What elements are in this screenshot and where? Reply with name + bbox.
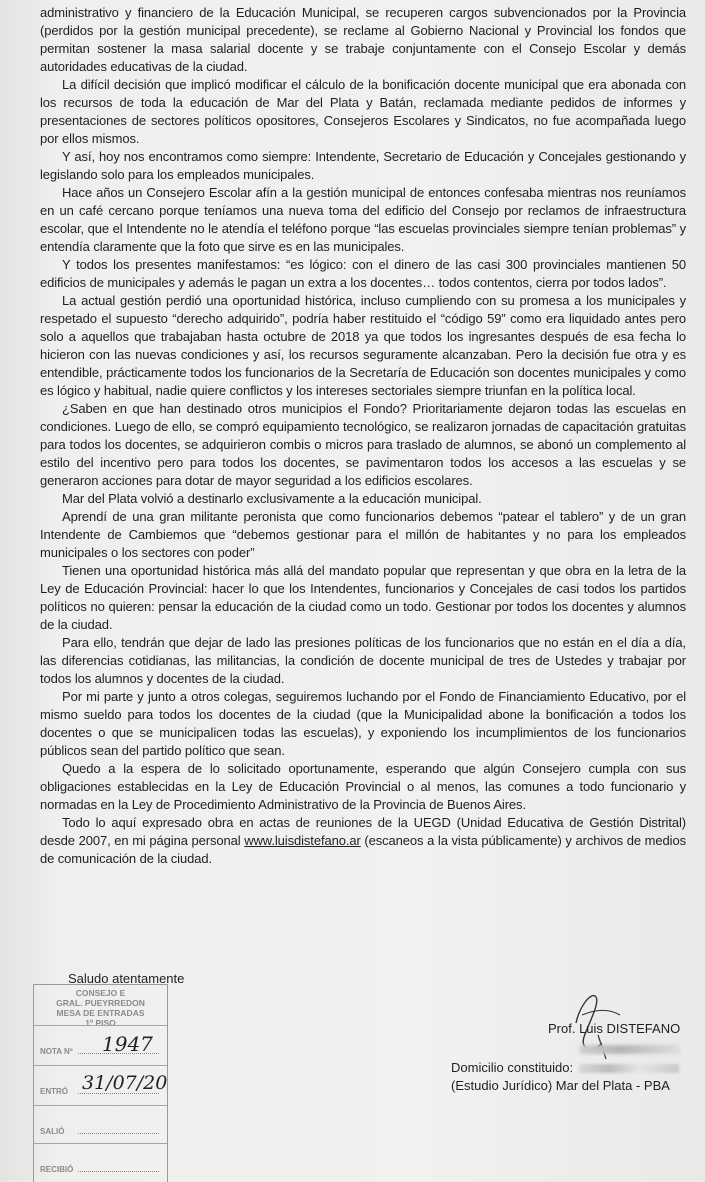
paragraph: Aprendí de una gran militante peronista que como funcionarios debemos “patear el tablero” y de un gran Intendente de Cambiemos que “debemos gestionar para el millón de habitantes y no para los empleados municipales o los sectores con poder” bbox=[40, 509, 686, 560]
signer-name: Prof. Luis DISTEFANO bbox=[548, 1021, 681, 1036]
paragraph: Quedo a la espera de lo solicitado oportunamente, esperando que algún Consejero cumpla con sus obligaciones establecidas en la Ley de Educación Provincial o al menos, las comunes a todo funcionario y normadas en la Ley de Procedimiento Administrativo de la Provincia de Buenos Aires. bbox=[40, 761, 686, 812]
letter-body bbox=[40, 4, 686, 868]
stamp-row-nota bbox=[34, 1025, 167, 1060]
paragraph: administrativo y financiero de la Educación Municipal, se recuperen cargos subvencionados por la Provincia (perdidos por la gestión municipal precedente), se reclame al Gobierno Nacional y Provincial los fondos que permitan sostener la masa salarial docente y se trabaje conjuntamente con el Consejo Escolar y demás autoridades educativas de la ciudad. bbox=[40, 5, 686, 74]
paragraph-last bbox=[40, 814, 686, 868]
handwritten-date: 31/07/20 bbox=[82, 1072, 168, 1094]
stamp-header-line: MESA DE ENTRADAS bbox=[56, 1008, 145, 1018]
stamp-header-line: GRAL. PUEYRREDON bbox=[56, 998, 145, 1008]
stamp-row-salio bbox=[34, 1105, 167, 1140]
paragraph: Y así, hoy nos encontramos como siempre: Intendente, Secretario de Educación y Concejales gestionando y legislando solo para los empleados municipales. bbox=[40, 149, 686, 182]
stamp-header-line: CONSEJO E bbox=[75, 988, 126, 998]
paragraph: La difícil decisión que implicó modificar el cálculo de la bonificación docente municipal que era abonada con los recursos de toda la educación de Mar del Plata y Batán, reclamada mediante pedidos de informes y presentaciones de sectores políticos opositores, Consejeros Escolares y Sindicatos, no fue acompañada luego por ellos mismos. bbox=[40, 77, 686, 146]
paragraph: Mar del Plata volvió a destinarlo exclusivamente a la educación municipal. bbox=[62, 491, 482, 506]
dotted-line bbox=[78, 1171, 159, 1172]
closing-salutation: Saludo atentamente bbox=[68, 971, 185, 986]
stamp-label-nota: NOTA Nº bbox=[40, 1047, 73, 1056]
redacted-area bbox=[580, 1045, 680, 1054]
paragraph: Para ello, tendrán que dejar de lado las presiones políticas de los funcionarios que no están en el día a día, las diferencias cotidianas, las militancias, la condición de docente municipal de tres de Ustedes y trabajar por todos los alumnos y docentes de la ciudad. bbox=[40, 635, 686, 686]
paragraph: ¿Saben en que han destinado otros municipios el Fondo? Prioritariamente dejaron todas las escuelas en condiciones. Luego de ello, se compró equipamiento tecnológico, se realizaron jornadas de capacitación gratuitas para todos los docentes, se adquirieron combis o micros para traslado de alumnos, se abonó un complemento al estilo del incentivo pero para todos los docentes, se pavimentaron todos los accesos a las escuelas y se generaron acciones para dotar de mayor seguridad a los edificios escolares. bbox=[40, 401, 686, 488]
handwritten-note-number: 1947 bbox=[102, 1032, 153, 1056]
stamp-label-salio: SALIÓ bbox=[40, 1127, 65, 1136]
website-link[interactable]: www.luisdistefano.ar bbox=[244, 833, 361, 848]
paragraph: La actual gestión perdió una oportunidad histórica, incluso cumpliendo con su promesa a los municipales y respetado el supuesto “derecho adquirido”, podría haber restituido el “código 59” como era liquidado antes pero solo a aquellos que trabajaban hasta octubre de 2018 ya que todos los ingresantes después de esa fecha lo hicieron con las nuevas condiciones y así, los recursos seguramente alcanzaban. Pero la decisión fue otra y es entendible, prácticamente todos los funcionarios de la Secretaría de Educación son docentes municipales y como es lógico y habitual, nadie quiere conflictos y los intereses sectoriales siempre triunfan en la política local. bbox=[40, 293, 686, 398]
paragraph: Hace años un Consejero Escolar afín a la gestión municipal de entonces confesaba mientras nos reuníamos en un café cercano porque teníamos una nueva toma del edificio del Consejo por reclamos de infraestructura escolar, que el Intendente no le atendía el teléfono porque “las escuelas provinciales siempre tenían problemas” y entendía claramente que la foto que sirve es en las municipales. bbox=[40, 185, 686, 254]
paragraph: Y todos los presentes manifestamos: “es lógico: con el dinero de las casi 300 provinciales mantienen 50 edificios de municipales y además le pagan un extra a los docentes… todos contentos, cierra por todos lados”. bbox=[40, 257, 686, 290]
paragraph: Tienen una oportunidad histórica más allá del mandato popular que representan y que obra en la letra de la Ley de Educación Provincial: hacer lo que los Intendentes, funcionarios y Concejales de casi todos los partidos políticos no quieren: pensar la educación de la ciudad como un todo. Gestionar por todos los docentes y alumnos de la ciudad. bbox=[40, 563, 686, 632]
domicilio-label: Domicilio constituido: bbox=[451, 1060, 574, 1075]
stamp-row-entro bbox=[34, 1065, 167, 1100]
dotted-line bbox=[78, 1133, 159, 1134]
stamp-header-line: 1º PISO bbox=[85, 1018, 116, 1028]
stamp-label-recibio: RECIBIÓ bbox=[40, 1165, 74, 1174]
reception-stamp bbox=[33, 984, 168, 1182]
paragraph: Por mi parte y junto a otros colegas, seguiremos luchando por el Fondo de Financiamiento Educativo, por el mismo sueldo para todos los docentes de la ciudad (que la Municipalidad abone la bonificación a todos los docentes o que se municipalicen todas las escuelas), y exponiendo los incumplimientos de los funcionarios públicos sean del partido político que sean. bbox=[40, 689, 686, 758]
paragraph-text: (escaneos a la vista públicamente) y archivos de medios de comunicación de la ciudad. bbox=[40, 833, 686, 866]
redacted-address bbox=[579, 1064, 679, 1073]
stamp-label-entro: ENTRÓ bbox=[40, 1087, 68, 1096]
address-line bbox=[451, 1059, 679, 1077]
paragraph-text: Todo lo aquí expresado obra en actas de reuniones de la UEGD (Unidad Educativa de Gestión Distrital) desde 2007, en mi página personal bbox=[40, 815, 686, 848]
stamp-header bbox=[34, 985, 167, 1028]
stamp-row-recibio bbox=[34, 1143, 167, 1178]
address-block bbox=[451, 1059, 679, 1095]
estudio-line: (Estudio Jurídico) Mar del Plata - PBA bbox=[451, 1078, 670, 1093]
